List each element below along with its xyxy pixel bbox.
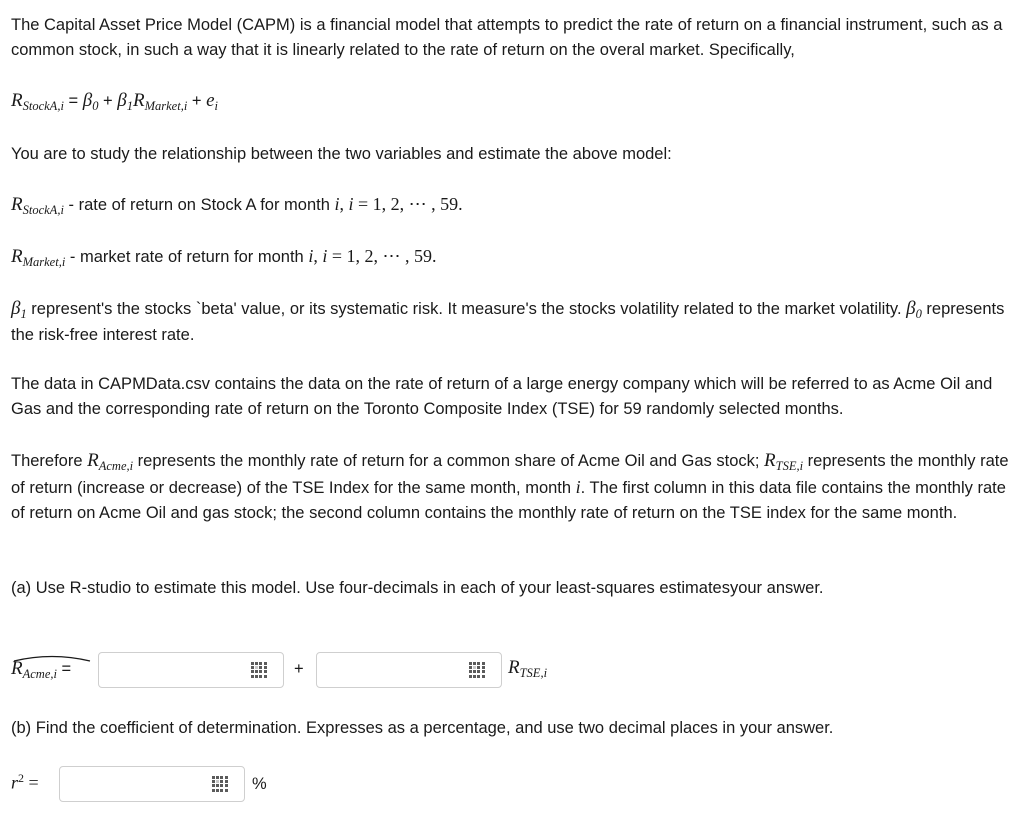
hat-accent [13, 654, 91, 662]
plus-sign: + [294, 660, 304, 678]
tse-return-label: $R_{TSE,i}$ [508, 657, 548, 680]
r-squared-label: $r^2$ = [11, 771, 39, 793]
keypad-icon[interactable] [212, 776, 228, 792]
fitted-acme-return-label: $R_{Acme,i}$ = [11, 658, 71, 680]
keypad-icon[interactable] [469, 662, 485, 678]
data-description: The data in CAPMData.csv contains the data on the rate of return of a large energy company which will be referred to as Acme Oil and Gas and the corresponding rate of return on the Toronto Composite Index (TSE) for 59 randomly selected months. [11, 375, 993, 418]
keypad-icon[interactable] [251, 662, 267, 678]
part-a-question: (a) Use R-studio to estimate this model. Use four-decimals in each of your least-squares estimatesyour answer. [11, 579, 824, 597]
beta-explanation: $\beta_1$ represent's the stocks `beta' value, or its systematic risk. It measure's the stocks volatility related to the market volatility. $\beta_0$ represents the risk-free interest rate. [11, 298, 1005, 344]
intro-paragraph: The Capital Asset Price Model (CAPM) is a financial model that attempts to predict the rate of return on a financial instrument, such as a common stock, in such a way that it is linearly related to the rate of return on the overal market. Specifically, [11, 16, 1003, 59]
definition-stock-return: $R_{StockA,i}$ - rate of return on Stock A for month i, i = 1, 2, ⋯ , 59. [11, 194, 463, 217]
definition-market-return: $R_{Market,i}$ - market rate of return for month i, i = 1, 2, ⋯ , 59. [11, 246, 437, 269]
percent-unit: % [252, 775, 267, 793]
part-b-question: (b) Find the coefficient of determination. Expresses as a percentage, and use two decimal places in your answer. [11, 719, 834, 737]
variable-explanation: Therefore $R_{Acme,i}$ represents the monthly rate of return for a common share of Acme Oil and Gas stock; $R_{TSE,i}$ represents the monthly rate of return (increase or decrease) of the TSE Index for the same month, month i. The first column in this data file contains the monthly rate of return on Acme Oil and gas stock; the second column contains the monthly rate of return on the TSE index for the same month. [11, 450, 1009, 522]
capm-model-equation: $R_{StockA,i} = \beta_0 + \beta_1R_{Market,i} + e_i$ [11, 90, 219, 113]
study-instruction: You are to study the relationship between the two variables and estimate the above model: [11, 145, 672, 163]
